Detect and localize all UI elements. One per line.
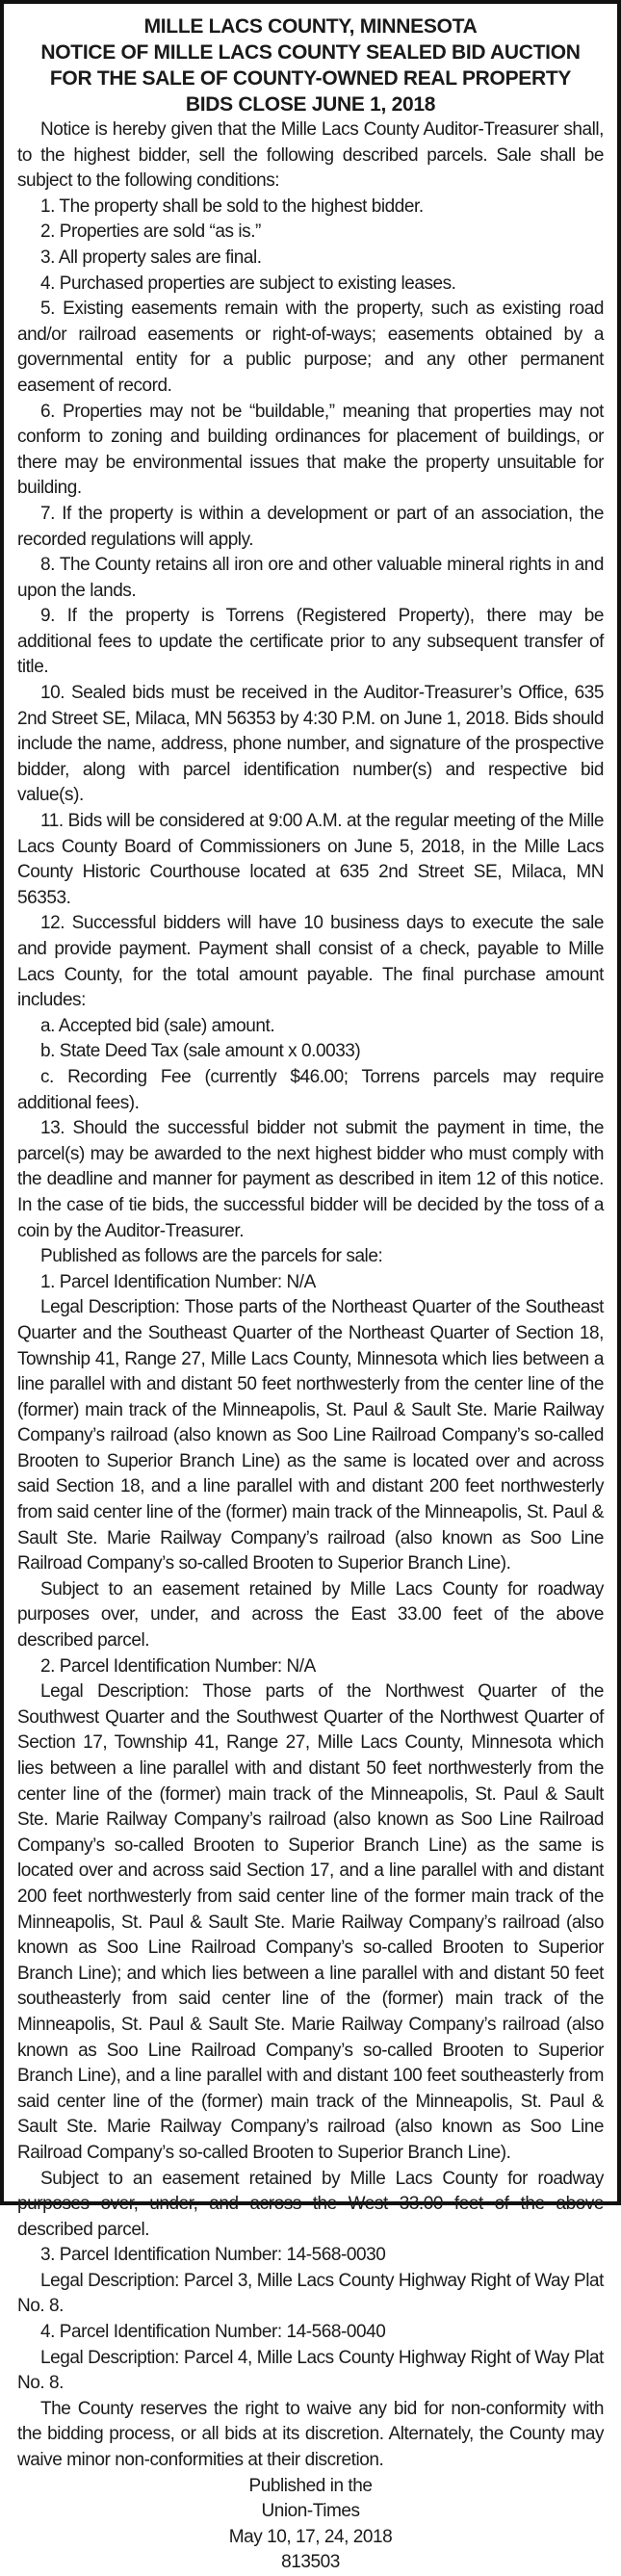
- title-line: MILLE LACS COUNTY, MINNESOTA: [143, 15, 478, 38]
- footer-line: Published in the: [248, 2475, 373, 2496]
- notice-paragraph: 12. Successful bidders will have 10 business days to execute the sale and provide payment. Payment shall consist of a check, payable to Mille Lacs County, for the total amount payable. The final purchase amount includes:: [17, 913, 604, 1011]
- publication-footer: [17, 2474, 604, 2576]
- footer-line: 813503: [281, 2552, 340, 2573]
- notice-paragraph: Legal Description: Parcel 4, Mille Lacs County Highway Right of Way Plat No. 8.: [17, 2347, 604, 2394]
- notice-paragraph: The County reserves the right to waive any bid for non-conformity with the bidding process, or all bids at its discretion. Alternately, the County may waive minor non-conformities at their discretion.: [17, 2398, 604, 2471]
- notice-paragraph: c. Recording Fee (currently $46.00; Torrens parcels may require additional fees).: [17, 1066, 604, 1113]
- footer-line: Union-Times: [261, 2501, 360, 2522]
- notice-paragraph: 4. Parcel Identification Number: 14-568-0040: [40, 2322, 386, 2343]
- notice-paragraph: 3. All property sales are final.: [40, 247, 262, 268]
- notice-paragraph: b. State Deed Tax (sale amount x 0.0033): [40, 1041, 361, 1062]
- title-line: BIDS CLOSE JUNE 1, 2018: [185, 93, 436, 116]
- notice-paragraph: 2. Properties are sold “as is.”: [40, 221, 261, 243]
- notice-paragraph: 1. Parcel Identification Number: N/A: [40, 1271, 316, 1292]
- footer-line: May 10, 17, 24, 2018: [228, 2526, 393, 2547]
- notice-paragraph: Legal Description: Parcel 3, Mille Lacs County Highway Right of Way Plat No. 8.: [17, 2270, 604, 2317]
- notice-paragraph: 2. Parcel Identification Number: N/A: [40, 1655, 316, 1677]
- notice-paragraph: Notice is hereby given that the Mille Lacs County Auditor-Treasurer shall, to the highest bidder, sell the following described parcels. Sale shall be subject to the following conditions:: [17, 119, 604, 192]
- notice-paragraph: 1. The property shall be sold to the highest bidder.: [40, 195, 424, 217]
- notice-paragraph: 8. The County retains all iron ore and other valuable mineral rights in and upon the lands.: [17, 555, 604, 601]
- notice-paragraph: 5. Existing easements remain with the property, such as existing road and/or railroad easements or right-of-ways; easements obtained by a governmental entity for a public purpose; and any other permanent easement of record.: [17, 299, 604, 396]
- notice-paragraph: 13. Should the successful bidder not submit the payment in time, the parcel(s) may be awarded to the next highest bidder who must comply with the deadline and manner for payment as described in item 12 of this notice. In the case of tie bids, the successful bidder will be decided by the toss of a coin by the Auditor-Treasurer.: [17, 1118, 604, 1241]
- notice-paragraph: Published as follows are the parcels for sale:: [40, 1246, 383, 1267]
- notice-title: [17, 13, 604, 117]
- notice-paragraph: Legal Description: Those parts of the Northwest Quarter of the Southwest Quarter and the Southwest Quarter of the Northwest Quarter of Section 17, Township 41, Range 27, Mille Lacs County, Minnesota which lies between a line parallel with and distant 50 feet northwesterly from the center line of the (former) main track of the Minneapolis, St. Paul & Sault Ste. Marie Railway Company’s railroad (also known as Soo Line Railroad Company’s so-called Brooten to Superior Branch Line) as the same is located over and across said Section 17, and a line parallel with and distant 200 feet northwesterly from said center line of the former main track of the Minneapolis, St. Paul & Sault Ste. Marie Railway Company’s railroad (also known as Soo Line Railroad Company’s so-called Brooten to Superior Branch Line); and which lies between a line parallel with and distant 50 feet southeasterly from said center line of the (former) main track of the Minneapolis, St. Paul & Sault Ste. Marie Railway Company’s railroad (also known as Soo Line Railroad Company’s so-called Brooten to Superior Branch Line), and a line parallel with and distant 100 feet southeasterly from said center line of the (former) main track of the Minneapolis, St. Paul & Sault Ste. Marie Railway Company’s railroad (also known as Soo Line Railroad Company’s so-called Brooten to Superior Branch Line).: [17, 1681, 604, 2163]
- notice-paragraph: 9. If the property is Torrens (Registered Property), there may be additional fees to update the certificate prior to any subsequent transfer of title.: [17, 606, 604, 678]
- notice-paragraph: Legal Description: Those parts of the Northeast Quarter of the Southeast Quarter and the Southeast Quarter of the Northeast Quarter of Section 18, Township 41, Range 27, Mille Lacs County, Minnesota which lies between a line parallel with and distant 50 feet northwesterly from the center line of the (former) main track of the Minneapolis, St. Paul & Sault Ste. Marie Railway Company’s railroad (also known as Soo Line Railroad Company’s so-called Brooten to Superior Branch Line) as the same is located over and across said Section 18, and a line parallel with and distant 200 feet northwesterly from said center line of the (former) main track of the Minneapolis, St. Paul & Sault Ste. Marie Railway Company’s railroad (also known as Soo Line Railroad Company’s so-called Brooten to Superior Branch Line).: [17, 1297, 604, 1574]
- notice-paragraph: 3. Parcel Identification Number: 14-568-0030: [40, 2245, 386, 2266]
- notice-paragraph: 6. Properties may not be “buildable,” meaning that properties may not conform to zoning and building ordinances for placement of buildings, or there may be environmental issues that make the property unsuitable for building.: [17, 401, 604, 499]
- notice-body: [17, 117, 604, 2474]
- title-line: FOR THE SALE OF COUNTY-OWNED REAL PROPERTY: [49, 67, 572, 90]
- notice-paragraph: 7. If the property is within a development or part of an association, the recorded regulations will apply.: [17, 503, 604, 550]
- notice-paragraph: Subject to an easement retained by Mille Lacs County for roadway purposes over, under, and across the East 33.00 feet of the above described parcel.: [17, 1578, 604, 1652]
- notice-paragraph: 11. Bids will be considered at 9:00 A.M. at the regular meeting of the Mille Lacs County Board of Commissioners on June 5, 2018, in the Mille Lacs County Historic Courthouse located at 635 2nd Street SE, Milaca, MN 56353.: [17, 811, 604, 908]
- notice-paragraph: 10. Sealed bids must be received in the Auditor-Treasurer’s Office, 635 2nd Street SE, Milaca, MN 56353 by 4:30 P.M. on June 1, 2018. Bids should include the name, address, phone number, and signature of the prospective bidder, along with parcel identification number(s) and respective bid value(s).: [17, 683, 604, 806]
- title-line: NOTICE OF MILLE LACS COUNTY SEALED BID AUCTION: [40, 41, 581, 64]
- notice-paragraph: 4. Purchased properties are subject to existing leases.: [40, 273, 456, 294]
- notice-paragraph: a. Accepted bid (sale) amount.: [40, 1015, 275, 1036]
- notice-paragraph: Subject to an easement retained by Mille Lacs County for roadway purposes over, under, and across the West 33.00 feet of the above described parcel.: [17, 2168, 604, 2240]
